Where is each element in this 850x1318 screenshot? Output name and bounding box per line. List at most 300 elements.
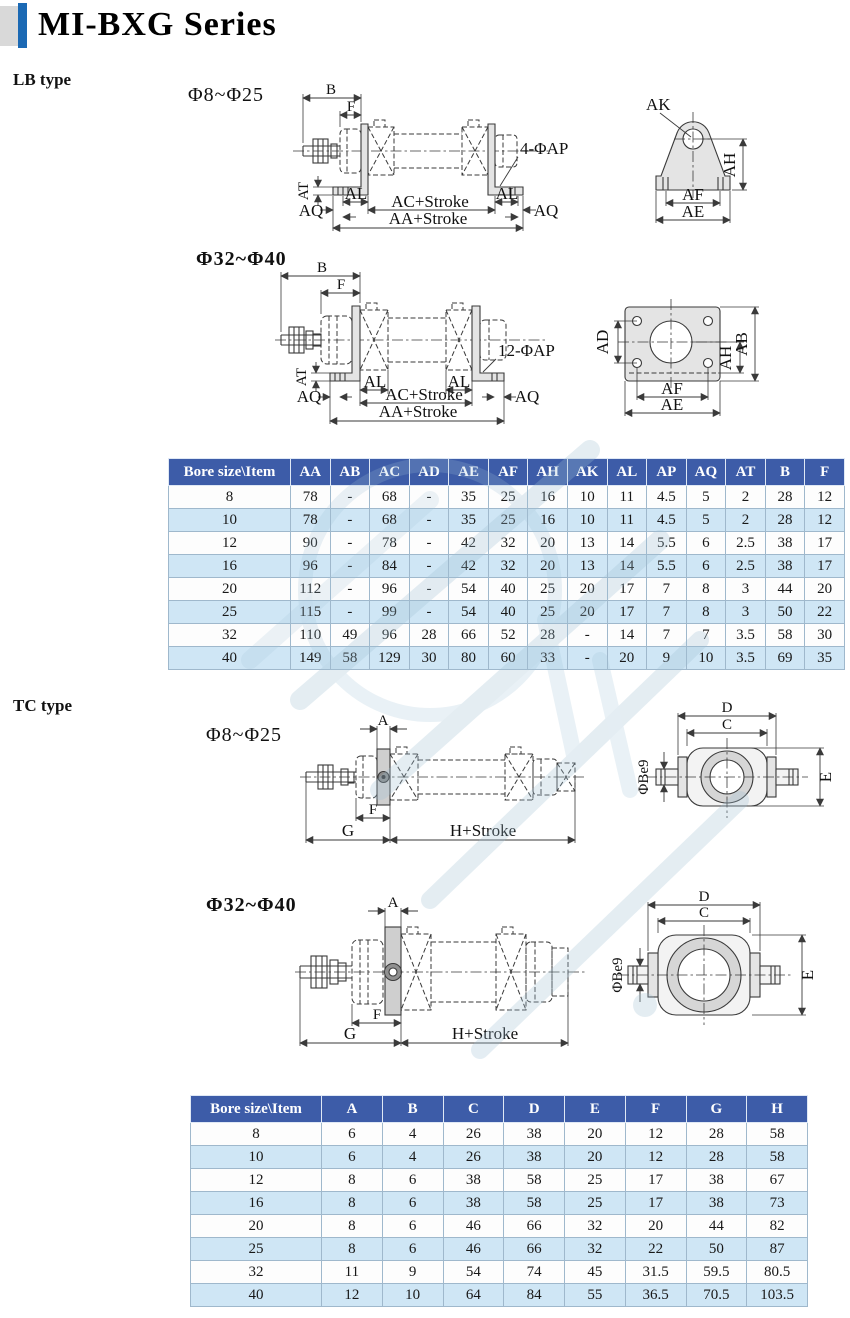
drawing-lb-small bbox=[240, 82, 850, 250]
table-cell: 6 bbox=[322, 1146, 383, 1169]
table-cell: 12 bbox=[625, 1123, 686, 1146]
dim-label-e: E bbox=[816, 771, 835, 783]
table-cell: 38 bbox=[443, 1192, 504, 1215]
column-header: AQ bbox=[686, 459, 726, 486]
column-header: Bore size\Item bbox=[169, 459, 291, 486]
table-cell: 28 bbox=[686, 1146, 747, 1169]
table-row bbox=[169, 601, 845, 624]
table-cell: 20 bbox=[191, 1215, 322, 1238]
table-cell: 67 bbox=[747, 1169, 808, 1192]
drawing-tc-large bbox=[240, 880, 850, 1055]
dim-label-at: AT bbox=[294, 367, 310, 387]
table-cell: 28 bbox=[765, 509, 805, 532]
table-cell: 8 bbox=[322, 1215, 383, 1238]
table-cell: 32 bbox=[488, 532, 528, 555]
table-cell: 50 bbox=[686, 1238, 747, 1261]
tc-large-end-view bbox=[610, 889, 817, 1025]
table-cell: 66 bbox=[449, 624, 489, 647]
table-cell: 66 bbox=[504, 1238, 565, 1261]
table-cell: 54 bbox=[449, 601, 489, 624]
lb-dimension-table bbox=[168, 458, 845, 670]
table-row bbox=[169, 555, 845, 578]
table-cell: - bbox=[330, 486, 370, 509]
table-cell: 35 bbox=[805, 647, 845, 670]
table-cell: 22 bbox=[625, 1238, 686, 1261]
table-cell: 17 bbox=[625, 1169, 686, 1192]
table-cell: 54 bbox=[449, 578, 489, 601]
table-cell: - bbox=[567, 647, 607, 670]
table-cell: 6 bbox=[686, 532, 726, 555]
table-cell: 25 bbox=[565, 1192, 626, 1215]
table-cell: 35 bbox=[449, 509, 489, 532]
table-cell: 80.5 bbox=[747, 1261, 808, 1284]
table-cell: 12 bbox=[805, 509, 845, 532]
dim-label-ab: AB bbox=[732, 332, 751, 356]
table-cell: - bbox=[330, 578, 370, 601]
table-row bbox=[191, 1146, 808, 1169]
column-header: G bbox=[686, 1096, 747, 1123]
table-cell: 78 bbox=[370, 532, 410, 555]
lb-large-end-view bbox=[593, 299, 759, 416]
table-cell: 38 bbox=[504, 1123, 565, 1146]
dim-label-f: F bbox=[368, 802, 378, 818]
tc-large-dimensions bbox=[300, 895, 568, 1046]
dim-label-h-stroke: H+Stroke bbox=[451, 1024, 519, 1043]
page-title: MI-BXG Series bbox=[38, 6, 277, 43]
table-cell: 9 bbox=[382, 1261, 443, 1284]
table-cell: 28 bbox=[528, 624, 568, 647]
dim-label-ac-stroke: AC+Stroke bbox=[391, 192, 469, 211]
dim-label-be9: ΦBe9 bbox=[610, 957, 626, 993]
table-cell: 5.5 bbox=[647, 532, 687, 555]
dim-label-d: D bbox=[721, 700, 733, 716]
table-cell: 58 bbox=[504, 1192, 565, 1215]
column-header: AK bbox=[567, 459, 607, 486]
table-cell: 42 bbox=[449, 555, 489, 578]
table-cell: 84 bbox=[370, 555, 410, 578]
dim-label-ae: AE bbox=[681, 202, 705, 221]
title-accent-bar bbox=[18, 3, 27, 48]
table-cell: 7 bbox=[686, 624, 726, 647]
table-cell: 3.5 bbox=[726, 624, 766, 647]
table-cell: 78 bbox=[291, 509, 331, 532]
column-header: AP bbox=[647, 459, 687, 486]
table-cell: 40 bbox=[191, 1284, 322, 1307]
table-cell: 7 bbox=[647, 601, 687, 624]
dim-label-12ap: 12-ΦAP bbox=[498, 341, 555, 360]
table-cell: 54 bbox=[443, 1261, 504, 1284]
column-header: AB bbox=[330, 459, 370, 486]
table-cell: 5 bbox=[686, 509, 726, 532]
table-cell: 58 bbox=[765, 624, 805, 647]
table-cell: 68 bbox=[370, 486, 410, 509]
table-cell: 32 bbox=[191, 1261, 322, 1284]
table-cell: 17 bbox=[805, 532, 845, 555]
table-cell: 22 bbox=[805, 601, 845, 624]
table-cell: 74 bbox=[504, 1261, 565, 1284]
table-cell: 10 bbox=[169, 509, 291, 532]
table-cell: 25 bbox=[565, 1169, 626, 1192]
table-cell: 28 bbox=[765, 486, 805, 509]
table-cell: 20 bbox=[567, 578, 607, 601]
table-cell: 32 bbox=[565, 1215, 626, 1238]
table-cell: 14 bbox=[607, 624, 647, 647]
dim-label-aq-left: AQ bbox=[298, 201, 324, 220]
table-cell: 10 bbox=[567, 509, 607, 532]
dim-label-af: AF bbox=[682, 185, 704, 204]
table-cell: 10 bbox=[686, 647, 726, 670]
table-cell: 49 bbox=[330, 624, 370, 647]
table-cell: 4.5 bbox=[647, 486, 687, 509]
table-cell: - bbox=[409, 555, 449, 578]
table-cell: 2.5 bbox=[726, 532, 766, 555]
table-cell: 9 bbox=[647, 647, 687, 670]
table-cell: 112 bbox=[291, 578, 331, 601]
table-row bbox=[169, 532, 845, 555]
table-cell: 30 bbox=[409, 647, 449, 670]
table-cell: 17 bbox=[607, 601, 647, 624]
range-label-lb-small: Φ8~Φ25 bbox=[188, 84, 265, 106]
dim-label-aq-left: AQ bbox=[296, 387, 322, 406]
dim-label-b: B bbox=[316, 260, 328, 276]
table-cell: 25 bbox=[191, 1238, 322, 1261]
dim-label-aa-stroke: AA+Stroke bbox=[388, 209, 468, 228]
table-cell: - bbox=[330, 509, 370, 532]
table-cell: 7 bbox=[647, 624, 687, 647]
column-header: AL bbox=[607, 459, 647, 486]
column-header: Bore size\Item bbox=[191, 1096, 322, 1123]
table-cell: 68 bbox=[370, 509, 410, 532]
table-cell: 10 bbox=[567, 486, 607, 509]
table-cell: 32 bbox=[169, 624, 291, 647]
table-cell: 87 bbox=[747, 1238, 808, 1261]
table-cell: - bbox=[567, 624, 607, 647]
column-header: AE bbox=[449, 459, 489, 486]
dim-label-al-right: AL bbox=[447, 372, 471, 391]
table-cell: 129 bbox=[370, 647, 410, 670]
table-cell: 96 bbox=[370, 624, 410, 647]
table-cell: 90 bbox=[291, 532, 331, 555]
table-cell: 40 bbox=[169, 647, 291, 670]
column-header: AC bbox=[370, 459, 410, 486]
table-cell: 25 bbox=[169, 601, 291, 624]
table-cell: 82 bbox=[747, 1215, 808, 1238]
table-cell: 12 bbox=[169, 532, 291, 555]
table-cell: 58 bbox=[747, 1146, 808, 1169]
table-cell: 8 bbox=[686, 578, 726, 601]
dim-label-e: E bbox=[798, 969, 817, 981]
table-cell: 44 bbox=[765, 578, 805, 601]
table-cell: - bbox=[409, 601, 449, 624]
table-cell: 8 bbox=[322, 1192, 383, 1215]
table-cell: 25 bbox=[488, 509, 528, 532]
table-cell: - bbox=[409, 509, 449, 532]
dim-label-af: AF bbox=[661, 379, 683, 398]
dim-label-al-right: AL bbox=[495, 184, 519, 203]
table-cell: 25 bbox=[528, 578, 568, 601]
table-cell: 3 bbox=[726, 578, 766, 601]
table-cell: 20 bbox=[565, 1146, 626, 1169]
table-cell: 38 bbox=[686, 1169, 747, 1192]
table-cell: 46 bbox=[443, 1238, 504, 1261]
table-cell: 6 bbox=[382, 1238, 443, 1261]
dim-label-be9: ΦBe9 bbox=[636, 759, 652, 795]
header-row bbox=[169, 459, 845, 486]
table-cell: 16 bbox=[191, 1192, 322, 1215]
table-row bbox=[169, 647, 845, 670]
tc-large-side-view bbox=[295, 927, 585, 1015]
dim-label-a: A bbox=[377, 713, 389, 729]
table-cell: 28 bbox=[686, 1123, 747, 1146]
table-row bbox=[169, 486, 845, 509]
table-cell: 17 bbox=[625, 1192, 686, 1215]
column-header: E bbox=[565, 1096, 626, 1123]
table-row bbox=[191, 1123, 808, 1146]
drawing-tc-small bbox=[240, 700, 850, 860]
table-cell: 44 bbox=[686, 1215, 747, 1238]
table-cell: 11 bbox=[322, 1261, 383, 1284]
table-cell: 10 bbox=[382, 1284, 443, 1307]
table-cell: 80 bbox=[449, 647, 489, 670]
table-cell: 8 bbox=[322, 1238, 383, 1261]
table-cell: - bbox=[409, 578, 449, 601]
table-cell: 11 bbox=[607, 486, 647, 509]
table-cell: 2 bbox=[726, 486, 766, 509]
table-cell: 58 bbox=[330, 647, 370, 670]
table-cell: 8 bbox=[686, 601, 726, 624]
column-header: AH bbox=[528, 459, 568, 486]
table-cell: 20 bbox=[805, 578, 845, 601]
table-cell: 96 bbox=[291, 555, 331, 578]
table-cell: - bbox=[330, 555, 370, 578]
table-cell: 28 bbox=[409, 624, 449, 647]
table-cell: 38 bbox=[765, 532, 805, 555]
table-cell: 14 bbox=[607, 555, 647, 578]
tc-small-end-view bbox=[636, 700, 835, 818]
table-cell: 149 bbox=[291, 647, 331, 670]
dim-label-f: F bbox=[346, 99, 356, 115]
table-row bbox=[191, 1261, 808, 1284]
table-cell: 38 bbox=[686, 1192, 747, 1215]
dim-label-a: A bbox=[387, 895, 399, 911]
table-cell: 20 bbox=[607, 647, 647, 670]
table-cell: 58 bbox=[504, 1169, 565, 1192]
table-row bbox=[169, 509, 845, 532]
table-cell: 96 bbox=[370, 578, 410, 601]
table-cell: 103.5 bbox=[747, 1284, 808, 1307]
table-row bbox=[191, 1169, 808, 1192]
dim-label-ah: AH bbox=[720, 152, 739, 178]
dim-label-d: D bbox=[698, 889, 710, 905]
table-cell: 32 bbox=[565, 1238, 626, 1261]
table-cell: 10 bbox=[191, 1146, 322, 1169]
dim-label-ak: AK bbox=[646, 95, 671, 114]
table-cell: 84 bbox=[504, 1284, 565, 1307]
lb-large-dimensions bbox=[281, 260, 555, 424]
table-cell: 6 bbox=[382, 1215, 443, 1238]
table-cell: 33 bbox=[528, 647, 568, 670]
table-row bbox=[191, 1284, 808, 1307]
table-cell: - bbox=[330, 532, 370, 555]
table-cell: 55 bbox=[565, 1284, 626, 1307]
table-cell: - bbox=[409, 532, 449, 555]
dim-label-ae: AE bbox=[660, 395, 684, 414]
table-row bbox=[191, 1192, 808, 1215]
title-gray-bar bbox=[0, 6, 18, 46]
dim-label-al-left: AL bbox=[344, 184, 368, 203]
table-cell: 31.5 bbox=[625, 1261, 686, 1284]
table-cell: 36.5 bbox=[625, 1284, 686, 1307]
table-cell: 5.5 bbox=[647, 555, 687, 578]
column-header: B bbox=[382, 1096, 443, 1123]
table-cell: 58 bbox=[747, 1123, 808, 1146]
table-cell: 26 bbox=[443, 1146, 504, 1169]
table-cell: 30 bbox=[805, 624, 845, 647]
column-header: C bbox=[443, 1096, 504, 1123]
table-cell: 17 bbox=[607, 578, 647, 601]
dim-label-ah: AH bbox=[716, 345, 735, 371]
table-cell: 4 bbox=[382, 1123, 443, 1146]
table-cell: 6 bbox=[686, 555, 726, 578]
table-cell: 13 bbox=[567, 555, 607, 578]
table-cell: 59.5 bbox=[686, 1261, 747, 1284]
dim-label-f: F bbox=[336, 277, 346, 293]
table-cell: 25 bbox=[528, 601, 568, 624]
table-cell: 38 bbox=[504, 1146, 565, 1169]
table-cell: 26 bbox=[443, 1123, 504, 1146]
table-cell: 38 bbox=[765, 555, 805, 578]
table-cell: 40 bbox=[488, 601, 528, 624]
column-header: B bbox=[765, 459, 805, 486]
table-cell: 20 bbox=[625, 1215, 686, 1238]
table-cell: 4.5 bbox=[647, 509, 687, 532]
table-cell: 12 bbox=[625, 1146, 686, 1169]
table-cell: 12 bbox=[805, 486, 845, 509]
table-cell: 14 bbox=[607, 532, 647, 555]
table-cell: 78 bbox=[291, 486, 331, 509]
table-cell: 16 bbox=[528, 486, 568, 509]
dim-label-aq-right: AQ bbox=[533, 201, 559, 220]
table-cell: 69 bbox=[765, 647, 805, 670]
table-cell: 35 bbox=[449, 486, 489, 509]
table-cell: 45 bbox=[565, 1261, 626, 1284]
range-label-tc-small: Φ8~Φ25 bbox=[206, 724, 283, 746]
table-cell: 25 bbox=[488, 486, 528, 509]
table-cell: 42 bbox=[449, 532, 489, 555]
table-cell: 8 bbox=[169, 486, 291, 509]
table-cell: 20 bbox=[169, 578, 291, 601]
tc-dimension-table bbox=[190, 1095, 808, 1307]
table-cell: 46 bbox=[443, 1215, 504, 1238]
table-cell: 17 bbox=[805, 555, 845, 578]
section-label-lb: LB type bbox=[13, 70, 72, 89]
dim-label-4ap: 4-ΦAP bbox=[520, 139, 569, 158]
dim-label-b: B bbox=[325, 82, 337, 98]
table-cell: 3.5 bbox=[726, 647, 766, 670]
column-header: H bbox=[747, 1096, 808, 1123]
table-cell: 20 bbox=[567, 601, 607, 624]
table-cell: 3 bbox=[726, 601, 766, 624]
table-row bbox=[169, 578, 845, 601]
dim-label-ad: AD bbox=[593, 329, 612, 355]
table-cell: - bbox=[409, 486, 449, 509]
dim-label-al-left: AL bbox=[363, 372, 387, 391]
lb-small-end-view bbox=[646, 95, 747, 223]
table-cell: 7 bbox=[647, 578, 687, 601]
table-cell: 2.5 bbox=[726, 555, 766, 578]
column-header: F bbox=[805, 459, 845, 486]
table-cell: 8 bbox=[322, 1169, 383, 1192]
table-cell: 16 bbox=[169, 555, 291, 578]
column-header: AT bbox=[726, 459, 766, 486]
dim-label-c: C bbox=[698, 905, 710, 921]
table-cell: 73 bbox=[747, 1192, 808, 1215]
table-cell: 6 bbox=[382, 1169, 443, 1192]
column-header: AD bbox=[409, 459, 449, 486]
table-cell: 60 bbox=[488, 647, 528, 670]
table-cell: 70.5 bbox=[686, 1284, 747, 1307]
table-cell: 40 bbox=[488, 578, 528, 601]
table-cell: 4 bbox=[382, 1146, 443, 1169]
table-cell: 5 bbox=[686, 486, 726, 509]
table-cell: 110 bbox=[291, 624, 331, 647]
dim-label-at: AT bbox=[296, 181, 312, 201]
column-header: F bbox=[625, 1096, 686, 1123]
table-cell: 32 bbox=[488, 555, 528, 578]
table-cell: 66 bbox=[504, 1215, 565, 1238]
header-row bbox=[191, 1096, 808, 1123]
table-cell: 12 bbox=[322, 1284, 383, 1307]
column-header: D bbox=[504, 1096, 565, 1123]
table-cell: 20 bbox=[528, 555, 568, 578]
table-cell: 8 bbox=[191, 1123, 322, 1146]
table-cell: 11 bbox=[607, 509, 647, 532]
table-cell: 20 bbox=[528, 532, 568, 555]
dim-label-g: G bbox=[343, 1024, 357, 1043]
table-cell: 6 bbox=[382, 1192, 443, 1215]
dim-label-h-stroke: H+Stroke bbox=[449, 821, 517, 840]
table-cell: 115 bbox=[291, 601, 331, 624]
table-cell: 12 bbox=[191, 1169, 322, 1192]
table-cell: - bbox=[330, 601, 370, 624]
range-label-tc-large: Φ32~Φ40 bbox=[206, 894, 297, 916]
table-cell: 13 bbox=[567, 532, 607, 555]
table-cell: 20 bbox=[565, 1123, 626, 1146]
table-cell: 38 bbox=[443, 1169, 504, 1192]
table-cell: 6 bbox=[322, 1123, 383, 1146]
dim-label-g: G bbox=[341, 821, 355, 840]
drawing-lb-large bbox=[240, 255, 850, 455]
dim-label-aq-right: AQ bbox=[514, 387, 540, 406]
dim-label-c: C bbox=[721, 717, 733, 733]
dim-label-f: F bbox=[372, 1007, 382, 1023]
dim-label-aa-stroke: AA+Stroke bbox=[378, 402, 458, 421]
table-cell: 16 bbox=[528, 509, 568, 532]
table-row bbox=[191, 1215, 808, 1238]
table-cell: 2 bbox=[726, 509, 766, 532]
table-cell: 52 bbox=[488, 624, 528, 647]
tc-small-dimensions bbox=[306, 713, 575, 843]
range-label-lb-large: Φ32~Φ40 bbox=[196, 248, 287, 270]
tc-small-side-view bbox=[300, 747, 585, 805]
table-cell: 99 bbox=[370, 601, 410, 624]
dim-label-ac-stroke: AC+Stroke bbox=[385, 385, 463, 404]
table-row bbox=[191, 1238, 808, 1261]
column-header: AA bbox=[291, 459, 331, 486]
section-label-tc: TC type bbox=[13, 696, 73, 715]
table-cell: 50 bbox=[765, 601, 805, 624]
table-cell: 64 bbox=[443, 1284, 504, 1307]
